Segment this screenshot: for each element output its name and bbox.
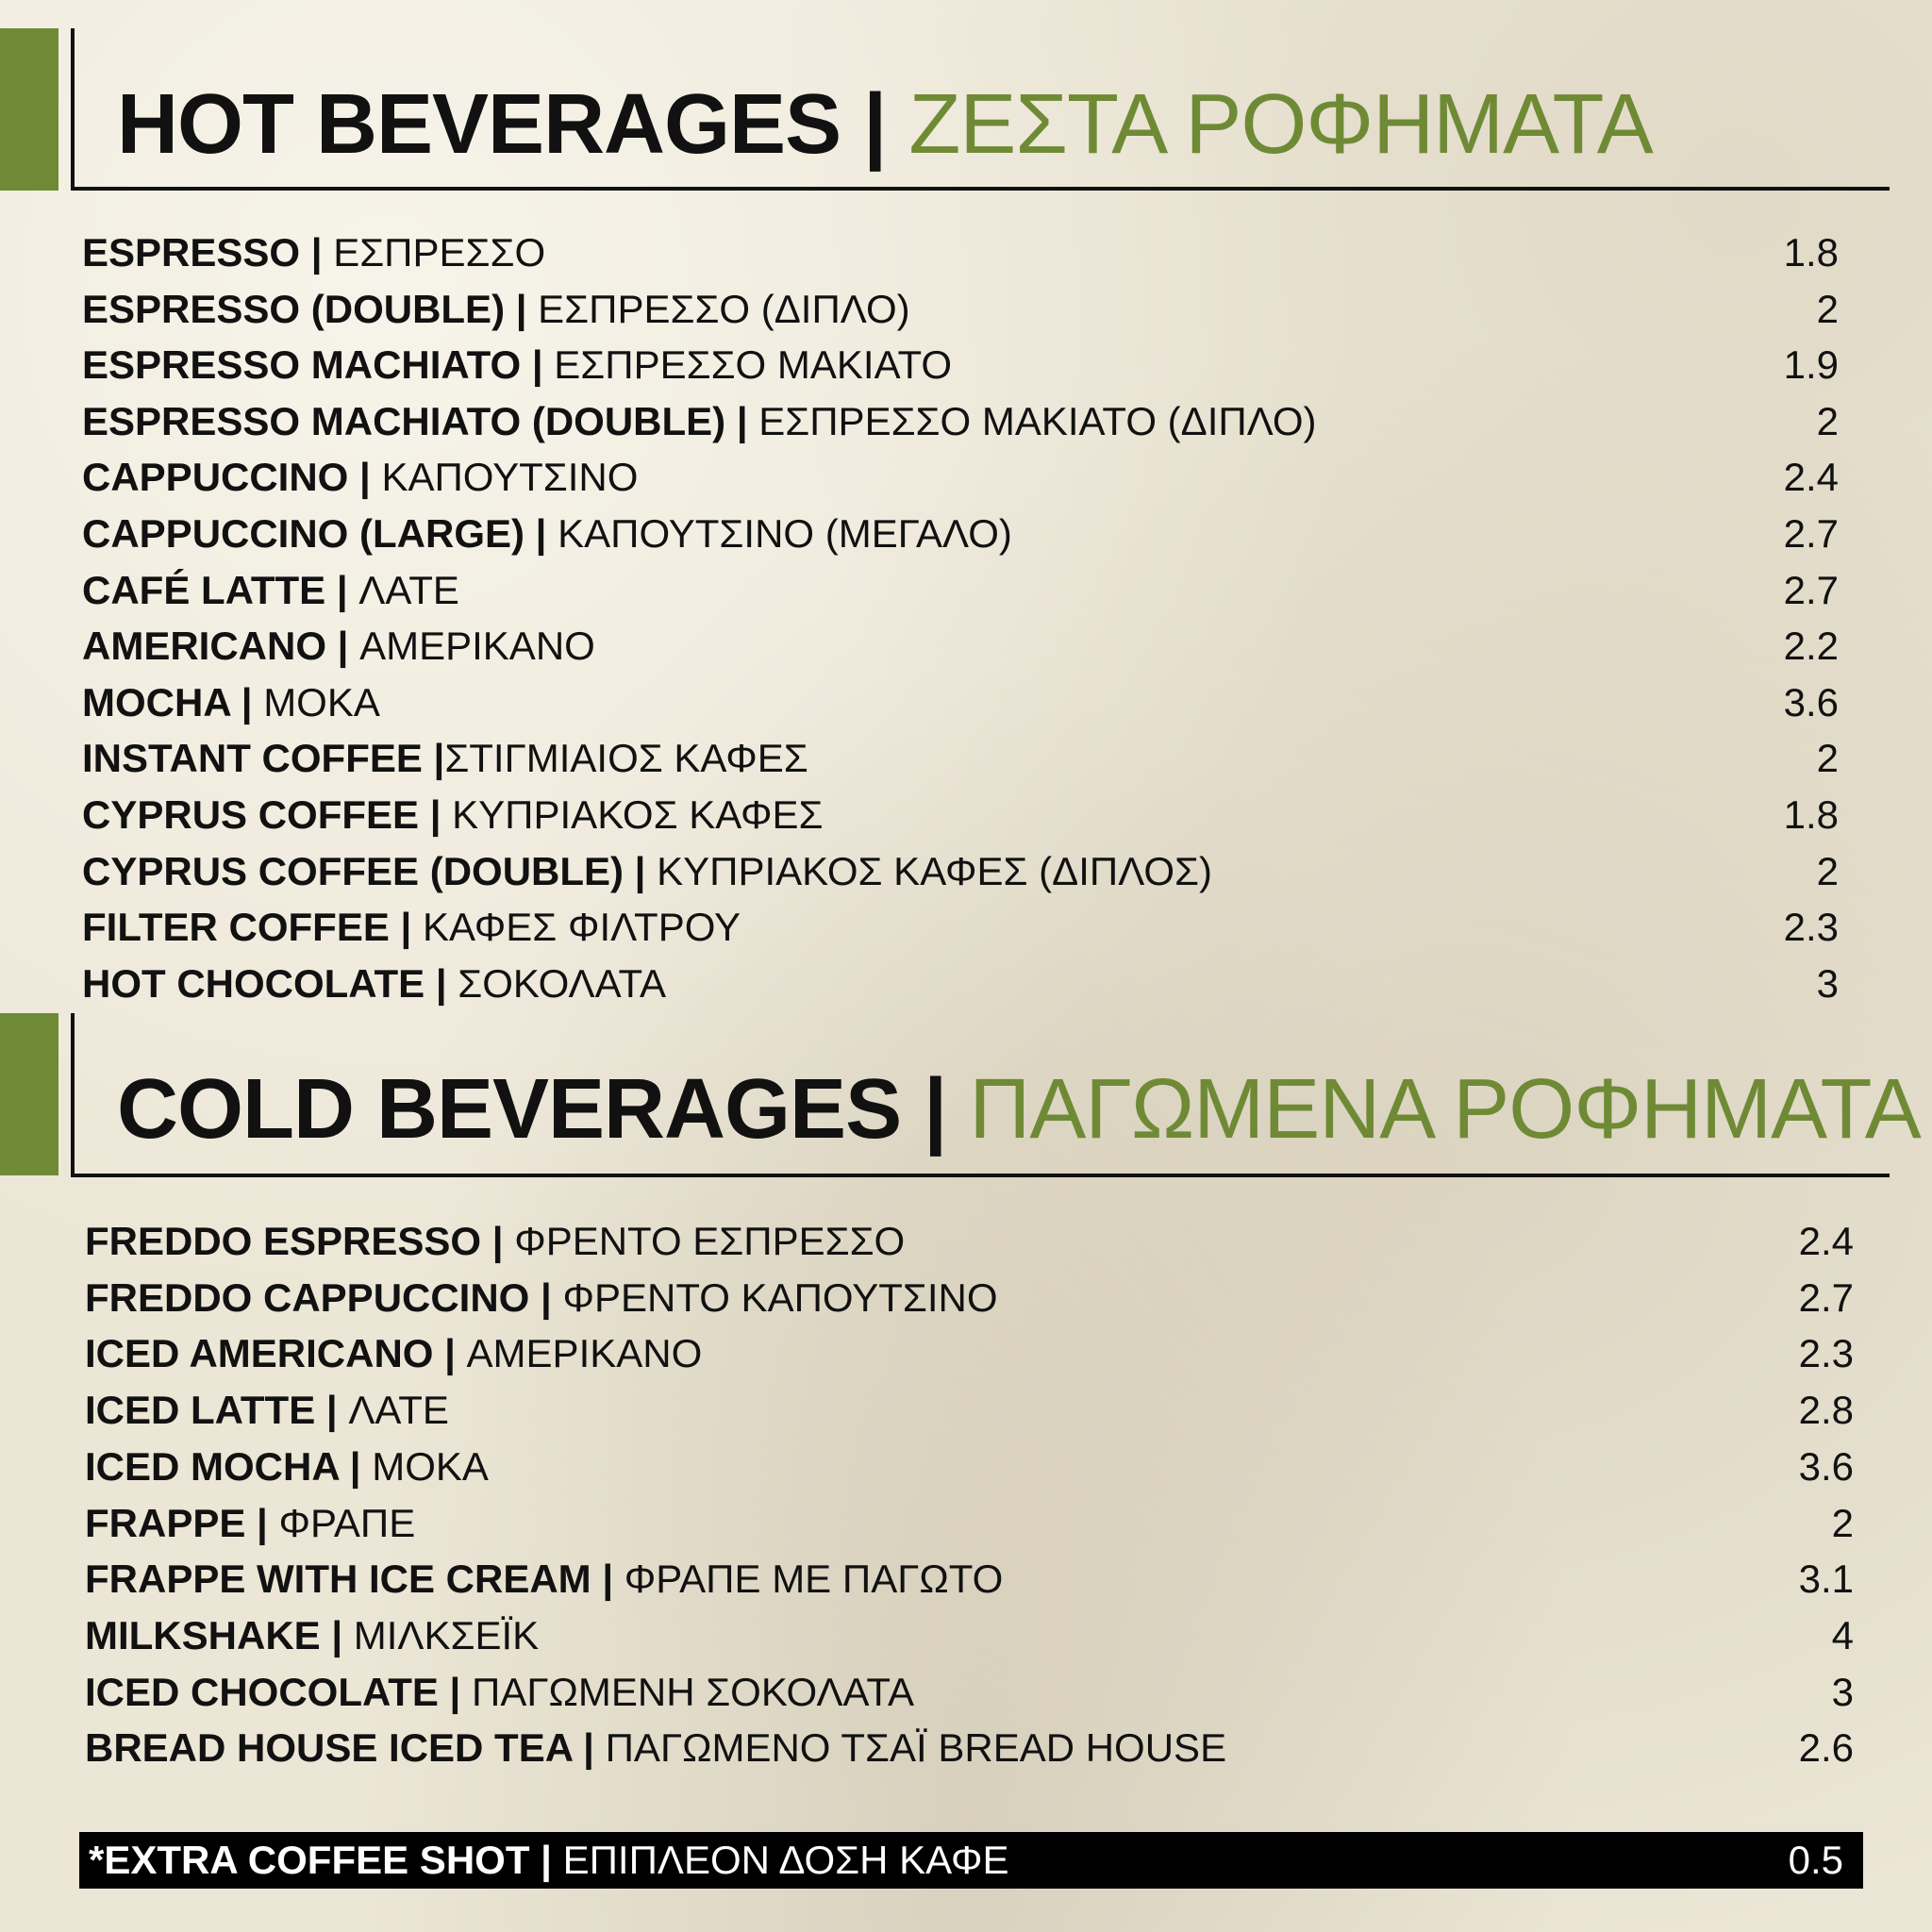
menu-item-name-en: ESPRESSO MACHIATO (DOUBLE) (82, 398, 726, 443)
menu-item-row (85, 1217, 1854, 1266)
menu-item-row (82, 903, 1839, 952)
menu-item-label (82, 285, 910, 334)
menu-item-name-gr: ΕΣΠΡΕΣΣΟ (ΔΙΠΛΟ) (538, 286, 910, 331)
menu-item-name-gr: ΚΑΠΟΥΤΣΙΝΟ (ΜΕΓΑΛΟ) (558, 511, 1012, 556)
menu-item-name-en: MILKSHAKE (85, 1612, 321, 1657)
menu-item-separator: | (348, 455, 382, 500)
extra-shot-price: 0.5 (1788, 1838, 1843, 1882)
menu-item-price: 3 (1816, 960, 1839, 1006)
menu-item-price: 2.7 (1798, 1274, 1854, 1320)
menu-item-label (82, 734, 808, 783)
menu-item-separator: | (591, 1557, 625, 1602)
menu-item-price: 3.6 (1798, 1443, 1854, 1489)
menu-item-name-gr: ΠΑΓΩΜΕΝΟ ΤΣΑΪ BREAD HOUSE (605, 1725, 1227, 1771)
menu-item-label (82, 791, 824, 840)
menu-item-name-en: ESPRESSO MACHIATO (82, 342, 522, 388)
menu-item-price: 1.8 (1783, 792, 1839, 837)
menu-item-price: 2.6 (1798, 1725, 1854, 1771)
menu-item-separator: | (419, 792, 453, 837)
extra-shot-bar (79, 1832, 1863, 1889)
cold-frame-vertical (71, 1013, 75, 1175)
menu-item-name-en: ESPRESSO (82, 230, 301, 275)
menu-item-row (85, 1274, 1854, 1323)
menu-item-row (85, 1499, 1854, 1548)
menu-item-separator: | (422, 736, 445, 781)
menu-item-label (82, 847, 1212, 896)
menu-item-price: 2 (1831, 1500, 1854, 1545)
hot-section-title (117, 77, 1653, 172)
menu-item-price: 2 (1816, 398, 1839, 443)
menu-item-row (82, 734, 1839, 783)
menu-item-name-gr: ΑΜΕΡΙΚΑΝΟ (359, 624, 595, 669)
menu-item-row (82, 397, 1839, 446)
cold-title-gr: ΠΑΓΩΜΕΝΑ ΡΟΦΗΜΑΤΑ (969, 1062, 1921, 1157)
menu-item-name-en: ICED AMERICANO (85, 1331, 434, 1376)
menu-item-label (85, 1555, 1003, 1604)
menu-item-price: 2.8 (1798, 1388, 1854, 1433)
menu-item-price: 2.3 (1783, 905, 1839, 950)
menu-item-name-en: FREDDO CAPPUCCINO (85, 1274, 530, 1320)
menu-item-row (82, 285, 1839, 334)
menu-item-name-en: ICED CHOCOLATE (85, 1669, 439, 1714)
menu-item-name-gr: ΕΣΠΡΕΣΣΟ ΜΑΚΙΑΤΟ (ΔΙΠΛΟ) (758, 398, 1317, 443)
menu-item-label (82, 566, 459, 615)
menu-item-label (85, 1668, 914, 1717)
menu-item-price: 3 (1831, 1669, 1854, 1714)
menu-item-row (85, 1329, 1854, 1378)
menu-item-row (82, 791, 1839, 840)
menu-item-name-gr: ΣΟΚΟΛΑΤΑ (458, 960, 667, 1006)
menu-item-name-gr: ΠΑΓΩΜΕΝΗ ΣΟΚΟΛΑΤΑ (471, 1669, 914, 1714)
menu-item-label (82, 903, 741, 952)
menu-item-row (82, 509, 1839, 558)
menu-item-price: 3.6 (1783, 679, 1839, 724)
menu-item-separator: | (339, 1443, 373, 1489)
menu-item-label (82, 509, 1012, 558)
extra-shot-name-gr: ΕΠΙΠΛΕΟΝ ΔΟΣΗ ΚΑΦΕ (562, 1838, 1009, 1882)
hot-title-en: HOT BEVERAGES (117, 77, 841, 172)
menu-item-separator: | (529, 1274, 563, 1320)
menu-item-price: 2.4 (1798, 1219, 1854, 1263)
menu-item-name-en: CAFÉ LATTE (82, 567, 326, 612)
menu-item-name-en: FRAPPE WITH ICE CREAM (85, 1557, 591, 1602)
menu-item-separator: | (438, 1669, 472, 1714)
extra-shot-name-en: *EXTRA COFFEE SHOT (89, 1838, 530, 1882)
menu-item-label (82, 678, 380, 727)
menu-item-separator: | (389, 905, 423, 950)
menu-item-name-en: ESPRESSO (DOUBLE) (82, 286, 506, 331)
menu-item-row (85, 1668, 1854, 1717)
extra-shot-label (89, 1836, 1009, 1885)
menu-item-separator: | (521, 342, 555, 388)
menu-item-label (85, 1386, 449, 1435)
menu-item-label (85, 1442, 489, 1491)
menu-item-name-en: INSTANT COFFEE (82, 736, 423, 781)
menu-item-label (82, 453, 638, 502)
menu-item-name-gr: ΚΥΠΡΙΑΚΟΣ ΚΑΦΕΣ (452, 792, 824, 837)
menu-item-name-gr: ΚΑΦΕΣ ΦΙΛΤΡΟΥ (422, 905, 741, 950)
menu-item-separator: | (325, 567, 359, 612)
hot-frame-horizontal (71, 187, 1890, 191)
menu-item-name-en: CYPRUS COFFEE (DOUBLE) (82, 848, 625, 893)
menu-item-name-en: CAPPUCCINO (82, 455, 349, 500)
menu-item-name-gr: ΜΙΛΚΣΕΪΚ (353, 1612, 540, 1657)
cold-frame-horizontal (71, 1174, 1890, 1177)
menu-item-name-en: HOT CHOCOLATE (82, 960, 425, 1006)
menu-item-row (85, 1724, 1854, 1773)
menu-item-name-en: BREAD HOUSE ICED TEA (85, 1725, 573, 1771)
menu-item-name-gr: ΦΡΑΠΕ ΜΕ ΠΑΓΩΤΟ (624, 1557, 1004, 1602)
menu-item-separator: | (326, 624, 360, 669)
menu-item-row (82, 678, 1839, 727)
menu-item-row (85, 1442, 1854, 1491)
menu-item-label (82, 622, 595, 671)
menu-item-name-en: ICED LATTE (85, 1388, 316, 1433)
cold-title-en: COLD BEVERAGES (117, 1062, 902, 1157)
menu-item-price: 2.4 (1783, 455, 1839, 500)
menu-item-label (82, 341, 952, 390)
menu-item-row (85, 1386, 1854, 1435)
menu-item-separator: | (481, 1219, 515, 1263)
menu-item-name-en: FILTER COFFEE (82, 905, 390, 950)
hot-title-gr: ΖΕΣΤΑ ΡΟΦΗΜΑΤΑ (908, 77, 1653, 172)
menu-item-price: 1.9 (1783, 342, 1839, 388)
menu-item-name-gr: ΕΣΠΡΕΣΣΟ ΜΑΚΙΑΤΟ (554, 342, 953, 388)
menu-item-price: 2 (1816, 736, 1839, 781)
menu-item-price: 3.1 (1798, 1557, 1854, 1602)
menu-item-label (85, 1274, 998, 1323)
menu-item-price: 1.8 (1783, 230, 1839, 275)
menu-item-name-gr: ΛΑΤΕ (358, 567, 459, 612)
menu-item-name-gr: ΣΤΙΓΜΙΑΙΟΣ ΚΑΦΕΣ (444, 736, 808, 781)
menu-item-row (82, 453, 1839, 502)
menu-item-separator: | (320, 1612, 354, 1657)
menu-item-row (85, 1555, 1854, 1604)
menu-item-name-gr: ΦΡΕΝΤΟ ΚΑΠΟΥΤΣΙΝΟ (562, 1274, 998, 1320)
menu-item-separator: | (433, 1331, 467, 1376)
menu-item-separator: | (505, 286, 539, 331)
menu-item-label (85, 1724, 1226, 1773)
menu-item-name-en: FREDDO ESPRESSO (85, 1219, 482, 1263)
menu-item-label (85, 1329, 702, 1378)
menu-item-name-gr: ΜΟΚΑ (372, 1443, 489, 1489)
menu-item-separator: | (300, 230, 334, 275)
menu-item-label (82, 397, 1317, 446)
menu-item-name-gr: ΜΟΚΑ (263, 679, 380, 724)
menu-item-row (85, 1611, 1854, 1660)
cold-title-separator: | (924, 1062, 947, 1157)
menu-item-name-en: CYPRUS COFFEE (82, 792, 420, 837)
hot-frame-vertical (71, 28, 75, 191)
hot-accent-bar (0, 28, 58, 191)
menu-item-name-gr: ΛΑΤΕ (348, 1388, 449, 1433)
menu-item-price: 2.2 (1783, 624, 1839, 669)
menu-item-name-gr: ΕΣΠΡΕΣΣΟ (333, 230, 546, 275)
hot-title-separator: | (863, 77, 887, 172)
extra-shot-separator: | (529, 1838, 563, 1882)
menu-item-price: 2.7 (1783, 511, 1839, 556)
menu-item-label (85, 1611, 539, 1660)
menu-item-name-en: AMERICANO (82, 624, 326, 669)
menu-item-price: 2.7 (1783, 567, 1839, 612)
menu-item-row (82, 341, 1839, 390)
menu-item-name-en: CAPPUCCINO (LARGE) (82, 511, 525, 556)
menu-item-separator: | (315, 1388, 349, 1433)
menu-item-price: 4 (1831, 1612, 1854, 1657)
menu-item-separator: | (245, 1500, 279, 1545)
menu-item-label (82, 228, 545, 277)
menu-item-separator: | (425, 960, 458, 1006)
menu-item-name-gr: ΚΥΠΡΙΑΚΟΣ ΚΑΦΕΣ (ΔΙΠΛΟΣ) (657, 848, 1212, 893)
cold-beverages-section (0, 1000, 1932, 1830)
extra-shot-row (89, 1836, 1843, 1885)
menu-item-name-en: MOCHA (82, 679, 231, 724)
menu-item-name-en: ICED MOCHA (85, 1443, 340, 1489)
menu-item-name-gr: ΚΑΠΟΥΤΣΙΝΟ (381, 455, 639, 500)
menu-item-separator: | (230, 679, 264, 724)
cold-accent-bar (0, 1013, 58, 1175)
menu-item-separator: | (725, 398, 759, 443)
cold-section-title (117, 1062, 1921, 1157)
menu-item-row (82, 622, 1839, 671)
menu-item-name-gr: ΑΜΕΡΙΚΑΝΟ (466, 1331, 703, 1376)
menu-item-label (85, 1499, 415, 1548)
menu-item-name-gr: ΦΡΑΠΕ (278, 1500, 416, 1545)
menu-item-price: 2 (1816, 848, 1839, 893)
menu-item-name-en: FRAPPE (85, 1500, 246, 1545)
menu-item-price: 2.3 (1798, 1331, 1854, 1376)
menu-item-name-gr: ΦΡΕΝΤΟ ΕΣΠΡΕΣΣΟ (514, 1219, 906, 1263)
menu-item-row (82, 228, 1839, 277)
menu-item-row (82, 566, 1839, 615)
menu-item-separator: | (572, 1725, 606, 1771)
menu-item-row (82, 847, 1839, 896)
menu-item-label (85, 1217, 905, 1266)
menu-item-separator: | (525, 511, 558, 556)
menu-item-price: 2 (1816, 286, 1839, 331)
menu-item-separator: | (624, 848, 658, 893)
